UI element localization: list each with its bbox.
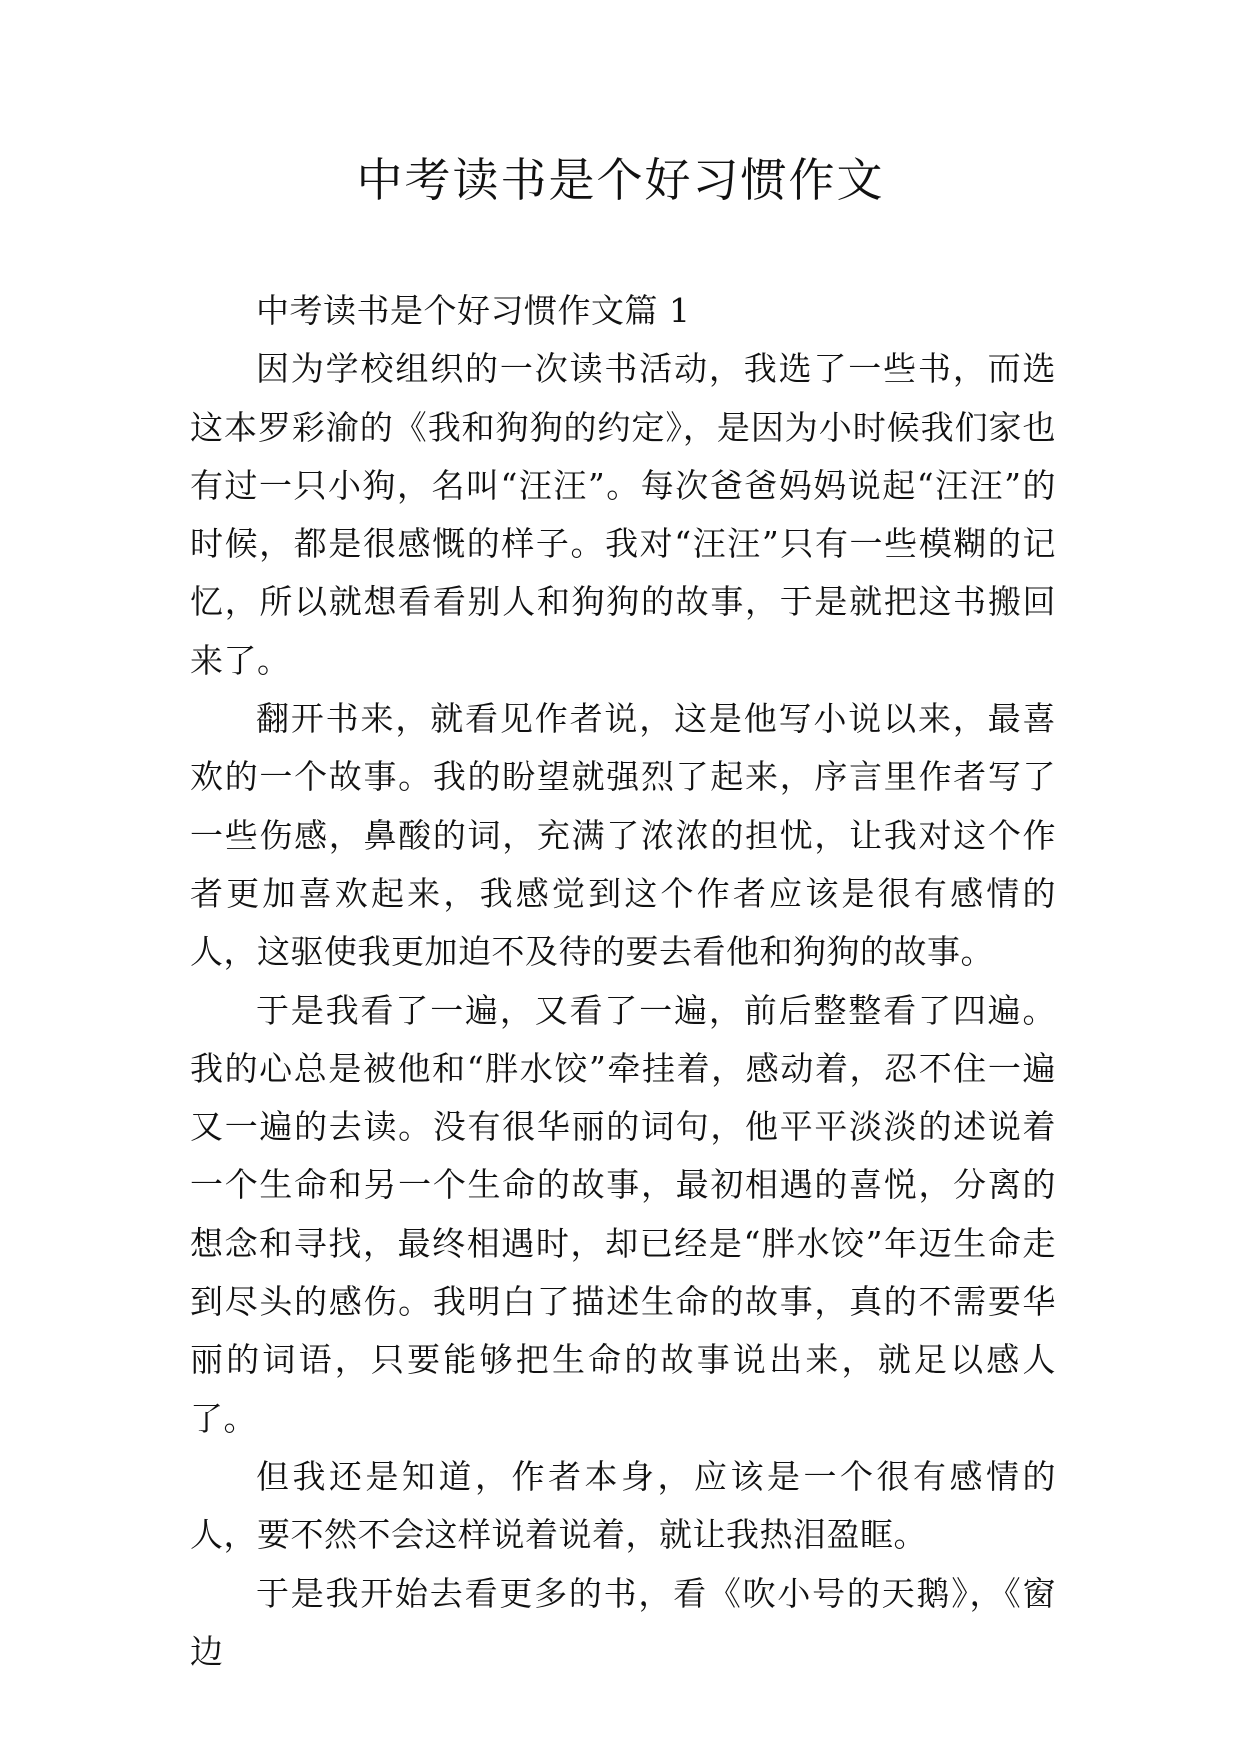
page-title: 中考读书是个好习惯作文 [356, 153, 885, 207]
paragraph: 于是我开始去看更多的书，看《吹小号的天鹅》，《窗边 [190, 1573, 1056, 1671]
paragraph: 于是我看了一遍，又看了一遍，前后整整看了四遍。我的心总是被他和“胖水饺”牵挂着，感动着，忍不住一遍又一遍的去读。没有很华丽的词句，他平平淡淡的述说着一个生命和另一个生命的故事，最初相遇的喜悦，分离的想念和寻找，最终相遇时，却已经是“胖水饺”年迈生命走到尽头的感伤。我明白了描述生命的故事，真的不需要华丽的词语，只要能够把生命的故事说出来，就足以感人了。 [190, 990, 1056, 1438]
paragraph: 因为学校组织的一次读书活动，我选了一些书，而选这本罗彩渝的《我和狗狗的约定》，是因为小时候我们家也有过一只小狗，名叫“汪汪”。每次爸爸妈妈说起“汪汪”的时候，都是很感慨的样子。我对“汪汪”只有一些模糊的记忆，所以就想看看别人和狗狗的故事，于是就把这书搬回来了。 [190, 349, 1056, 680]
section-heading: 中考读书是个好习惯作文篇 1 [256, 291, 691, 330]
paragraph: 翻开书来，就看见作者说，这是他写小说以来，最喜欢的一个故事。我的盼望就强烈了起来，序言里作者写了一些伤感，鼻酸的词，充满了浓浓的担忧，让我对这个作者更加喜欢起来，我感觉到这个作者应该是很有感情的人，这驱使我更加迫不及待的要去看他和狗狗的故事。 [190, 699, 1056, 972]
document-body [190, 282, 1056, 1681]
paragraph: 但我还是知道，作者本身，应该是一个很有感情的人，要不然不会这样说着说着，就让我热泪盈眶。 [190, 1456, 1056, 1555]
